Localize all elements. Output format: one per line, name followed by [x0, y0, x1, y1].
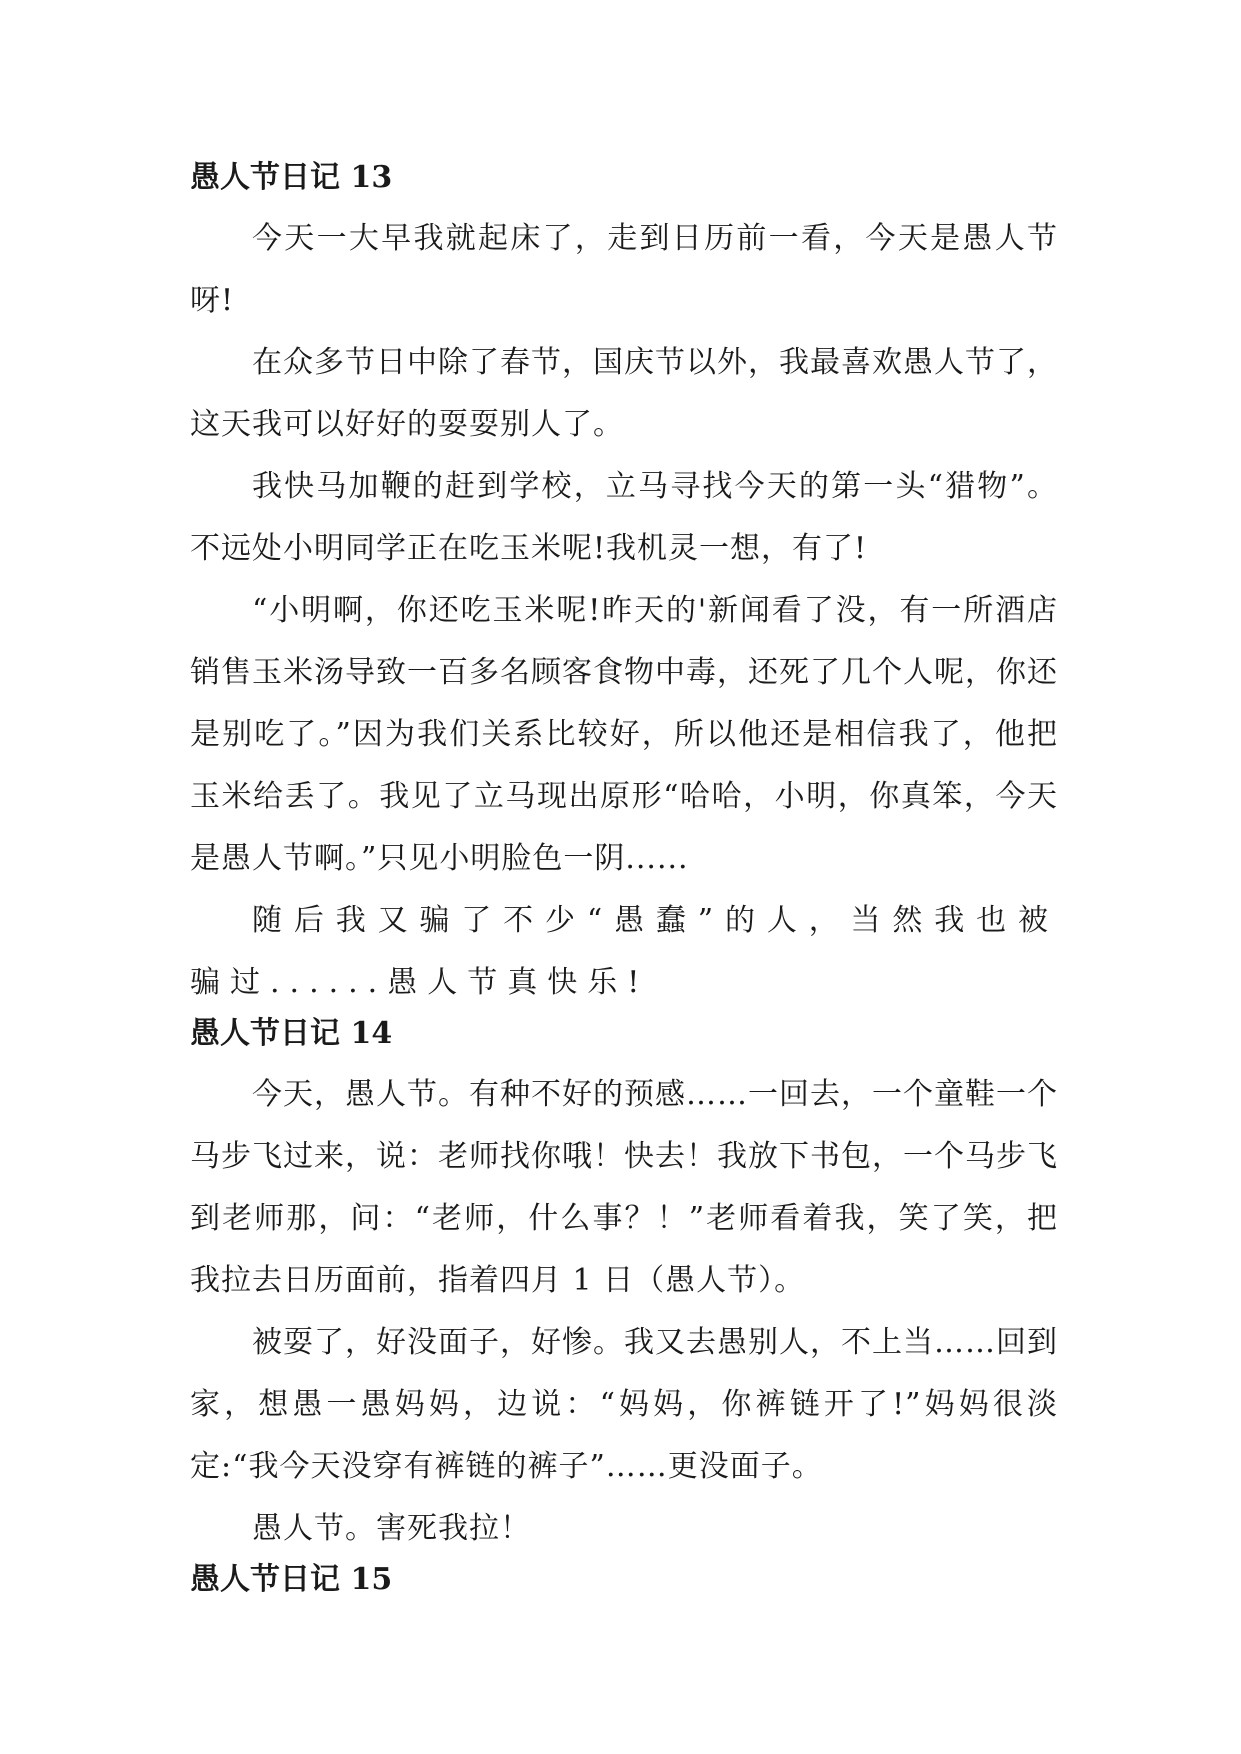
paragraph: 被耍了，好没面子，好惨。我又去愚别人，不上当……回到家，想愚一愚妈妈，边说：“妈妈，你裤链开了!”妈妈很淡定:“我今天没穿有裤链的裤子”……更没面子。	[190, 1325, 1058, 1484]
document-page	[190, 158, 1058, 1600]
paragraph: 愚人节。害死我拉！	[252, 1511, 531, 1546]
section-title: 愚人节日记 14	[190, 1016, 393, 1051]
paragraph: 随后我又骗了不少“愚蠢”的人，当然我也被骗过......愚人节真快乐!	[190, 903, 1058, 1000]
section-title: 愚人节日记 13	[190, 160, 393, 195]
section-title: 愚人节日记 15	[190, 1562, 393, 1597]
paragraph: 今天一大早我就起床了，走到日历前一看，今天是愚人节呀!	[190, 221, 1058, 318]
paragraph: “小明啊，你还吃玉米呢!昨天的'新闻看了没，有一所酒店销售玉米汤导致一百多名顾客食物中毒，还死了几个人呢，你还是别吃了。”因为我们关系比较好，所以他还是相信我了，他把玉米给丢了。我见了立马现出原形“哈哈，小明，你真笨，今天是愚人节啊。”只见小明脸色一阴......	[190, 593, 1058, 876]
paragraph: 我快马加鞭的赶到学校，立马寻找今天的第一头“猎物”。不远处小明同学正在吃玉米呢!我机灵一想，有了!	[190, 469, 1058, 566]
paragraph: 今天，愚人节。有种不好的预感……一回去，一个童鞋一个马步飞过来，说：老师找你哦！快去！我放下书包，一个马步飞到老师那，问：“老师，什么事？！”老师看着我，笑了笑，把我拉去日历面前，指着四月 1 日（愚人节）。	[190, 1077, 1058, 1298]
paragraph: 在众多节日中除了春节，国庆节以外，我最喜欢愚人节了，这天我可以好好的耍耍别人了。	[190, 345, 1058, 442]
